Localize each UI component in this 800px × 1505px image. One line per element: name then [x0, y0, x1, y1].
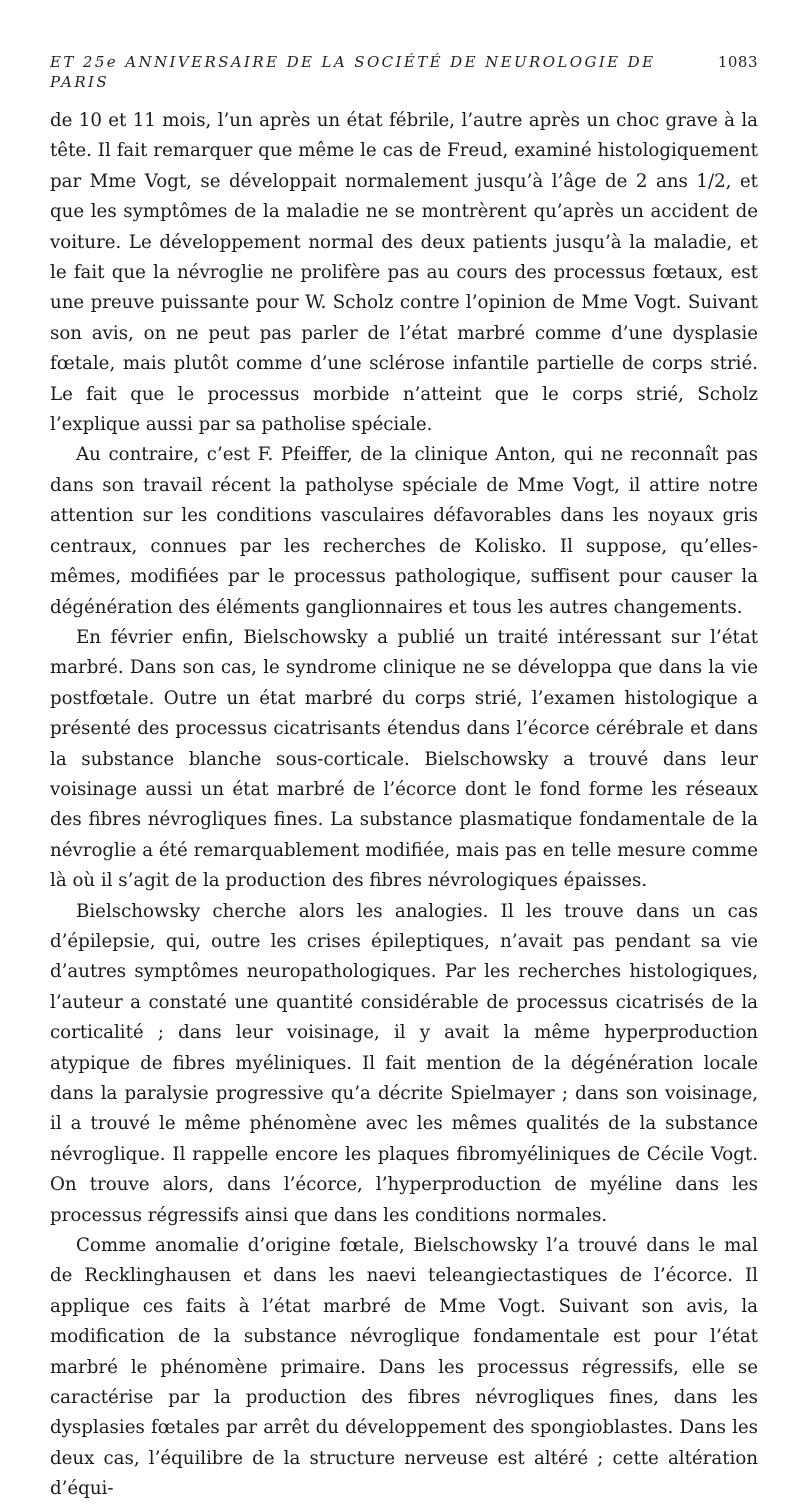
paragraph-2: Au contraire, c’est F. Pfeiffer, de la clinique Anton, qui ne reconnaît pas dans son travail récent la patholyse spéciale de Mme Vogt, il attire notre attention sur les conditions vasculaires défavorables dans les noyaux gris centraux, connues par les recherches de Kolisko. Il suppose, qu’elles-mêmes, modifiées par le processus pathologique, suffisent pour causer la dégénération des éléments ganglionnaires et tous les autres changements. — [50, 444, 758, 618]
paragraph-3: En février enfin, Bielschowsky a publié un traité intéressant sur l’état marbré. Dans son cas, le syndrome clinique ne se développa que dans la vie postfœtale. Outre un état marbré du corps strié, l’examen histologique a présenté des processus cicatrisants étendus dans l’écorce cérébrale et dans la substance blanche sous-corticale. Bielschowsky a trouvé dans leur voisinage aussi un état marbré de l’écorce dont le fond forme les réseaux des fibres névrogliques fines. La substance plasmatique fondamentale de la névroglie a été remarquablement modifiée, mais pas en telle mesure comme là où il s’agit de la production des fibres névrologiques épaisses. — [50, 626, 758, 892]
paragraph-5: Comme anomalie d’origine fœtale, Bielschowsky l’a trouvé dans le mal de Recklinghausen et dans les naevi teleangiectastiques de l’écorce. Il applique ces faits à l’état marbré de Mme Vogt. Suivant son avis, la modification de la substance névroglique fondamentale est pour l’état marbré le phénomène primaire. Dans les processus régressifs, elle se caractérise par la production des fibres névrogliques fines, dans les dysplasies fœtales par arrêt du développement des spongioblastes. Dans les deux cas, l’équilibre de la structure nerveuse est altéré ; cette altération d’équi- — [50, 1235, 758, 1500]
running-head — [50, 52, 758, 92]
running-title: ET 25e ANNIVERSAIRE DE LA SOCIÉTÉ DE NEUROLOGIE DE PARIS — [50, 53, 656, 91]
page-number: 1083 — [717, 53, 758, 71]
paragraph-1: de 10 et 11 mois, l’un après un état fébrile, l’autre après un choc grave à la tête. Il fait remarquer que même le cas de Freud, examiné histologiquement par Mme Vogt, se développait normalement jusqu’à l’âge de 2 ans 1/2, et que les symptômes de la maladie ne se montrèrent qu’après un accident de voiture. Le développement normal des deux patients jusqu’à la maladie, et le fait que la névroglie ne prolifère pas au cours des processus fœtaux, est une preuve puissante pour W. Scholz contre l’opinion de Mme Vogt. Suivant son avis, on ne peut pas parler de l’état marbré comme d’une dysplasie fœtale, mais plutôt comme d’une sclérose infantile partielle de corps strié. Le fait que le processus morbide n’atteint que le corps strié, Scholz l’explique aussi par sa patholise spéciale. — [50, 110, 758, 436]
body-text — [50, 106, 758, 1505]
paragraph-4: Bielschowsky cherche alors les analogies. Il les trouve dans un cas d’épilepsie, qui, outre les crises épileptiques, n’avait pas pendant sa vie d’autres symptômes neuropathologiques. Par les recherches histologiques, l’auteur a constaté une quantité considérable de processus cicatrisés de la corticalité ; dans leur voisinage, il y avait la même hyperproduction atypique de fibres myéliniques. Il fait mention de la dégénération locale dans la paralysie progressive qu’a décrite Spielmayer ; dans son voisinage, il a trouvé le même phénomène avec les mêmes qualités de la substance névroglique. Il rappelle encore les plaques fibromyéliniques de Cécile Vogt. On trouve alors, dans l’écorce, l’hyperproduction de myéline dans les processus régressifs ainsi que dans les conditions normales. — [50, 900, 758, 1226]
